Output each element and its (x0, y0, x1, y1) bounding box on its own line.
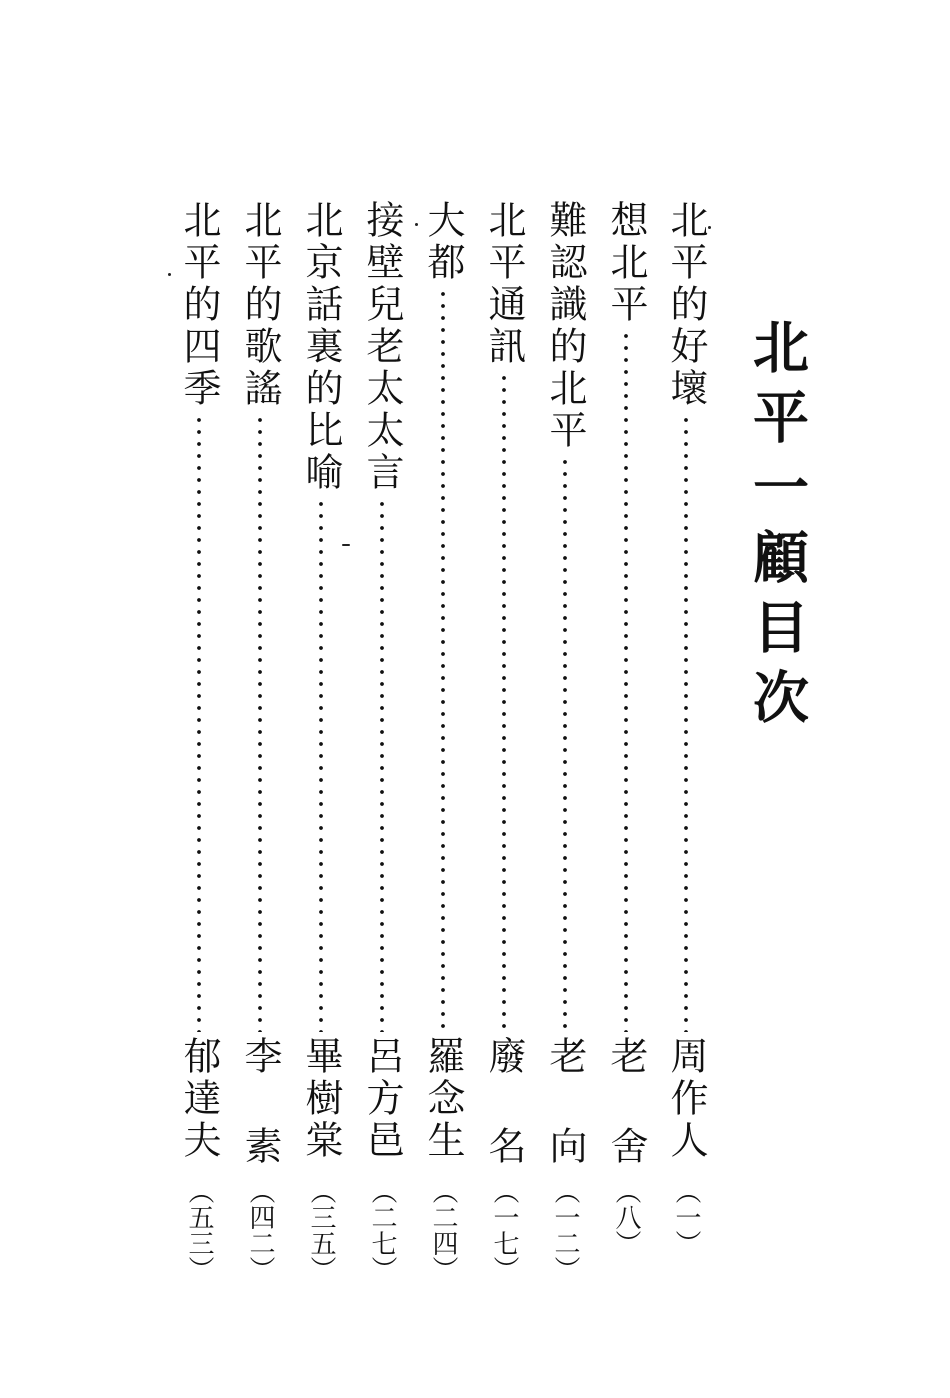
toc-entry (299, 200, 343, 1290)
scan-speck (708, 226, 711, 229)
entry-page-number: （一） (671, 1178, 701, 1256)
entry-page-number: （三五） (306, 1178, 336, 1282)
entry-author: 廢 名 (482, 1036, 526, 1168)
page-title: 北平一顧目次 (744, 318, 810, 738)
dot-leader (379, 498, 385, 1032)
dot-leader (562, 456, 568, 1032)
toc-entry (421, 200, 465, 1290)
dot-leader (196, 414, 202, 1032)
entry-author: 老 舍 (604, 1036, 648, 1168)
toc-entry (482, 200, 526, 1290)
entry-title: 大都 (421, 200, 465, 284)
entry-page-number: （二七） (367, 1178, 397, 1282)
dot-leader (318, 498, 324, 1032)
entry-author: 李 素 (238, 1036, 282, 1168)
entry-author: 羅念生 (421, 1036, 465, 1162)
entry-page-number: （五三） (184, 1178, 214, 1282)
entry-page-number: （一二） (550, 1178, 580, 1282)
scan-speck (415, 223, 418, 226)
entry-title: 接壁兒老太太言 (360, 200, 404, 494)
entry-page-number: （四二） (245, 1178, 275, 1282)
dot-leader (683, 414, 689, 1032)
toc-entry (238, 200, 282, 1290)
dot-leader (257, 414, 263, 1032)
toc-entry (664, 200, 708, 1290)
entry-title: 北平的歌謠 (238, 200, 282, 410)
entry-page-number: （二四） (428, 1178, 458, 1282)
toc-entry (543, 200, 587, 1290)
entry-author: 老 向 (543, 1036, 587, 1168)
dot-leader (501, 372, 507, 1032)
entry-author: 郁達夫 (177, 1036, 221, 1162)
entry-title: 北京話裏的比喻 (299, 200, 343, 494)
entry-title: 北平的好壞 (664, 200, 708, 410)
entry-author: 畢樹棠 (299, 1036, 343, 1162)
entry-page-number: （八） (611, 1178, 641, 1256)
toc-entry (604, 200, 648, 1290)
entry-title: 想北平 (604, 200, 648, 326)
dot-leader (623, 330, 629, 1032)
toc-entry (177, 200, 221, 1290)
entry-title: 北平通訊 (482, 200, 526, 368)
dot-leader (440, 288, 446, 1032)
entry-author: 周作人 (664, 1036, 708, 1162)
entry-title: 難認識的北平 (543, 200, 587, 452)
scan-speck (168, 273, 171, 276)
toc-entry (360, 200, 404, 1290)
entry-title: 北平的四季 (177, 200, 221, 410)
entry-author: 呂方邑 (360, 1036, 404, 1162)
entry-page-number: （一七） (489, 1178, 519, 1282)
scan-speck (342, 544, 350, 546)
